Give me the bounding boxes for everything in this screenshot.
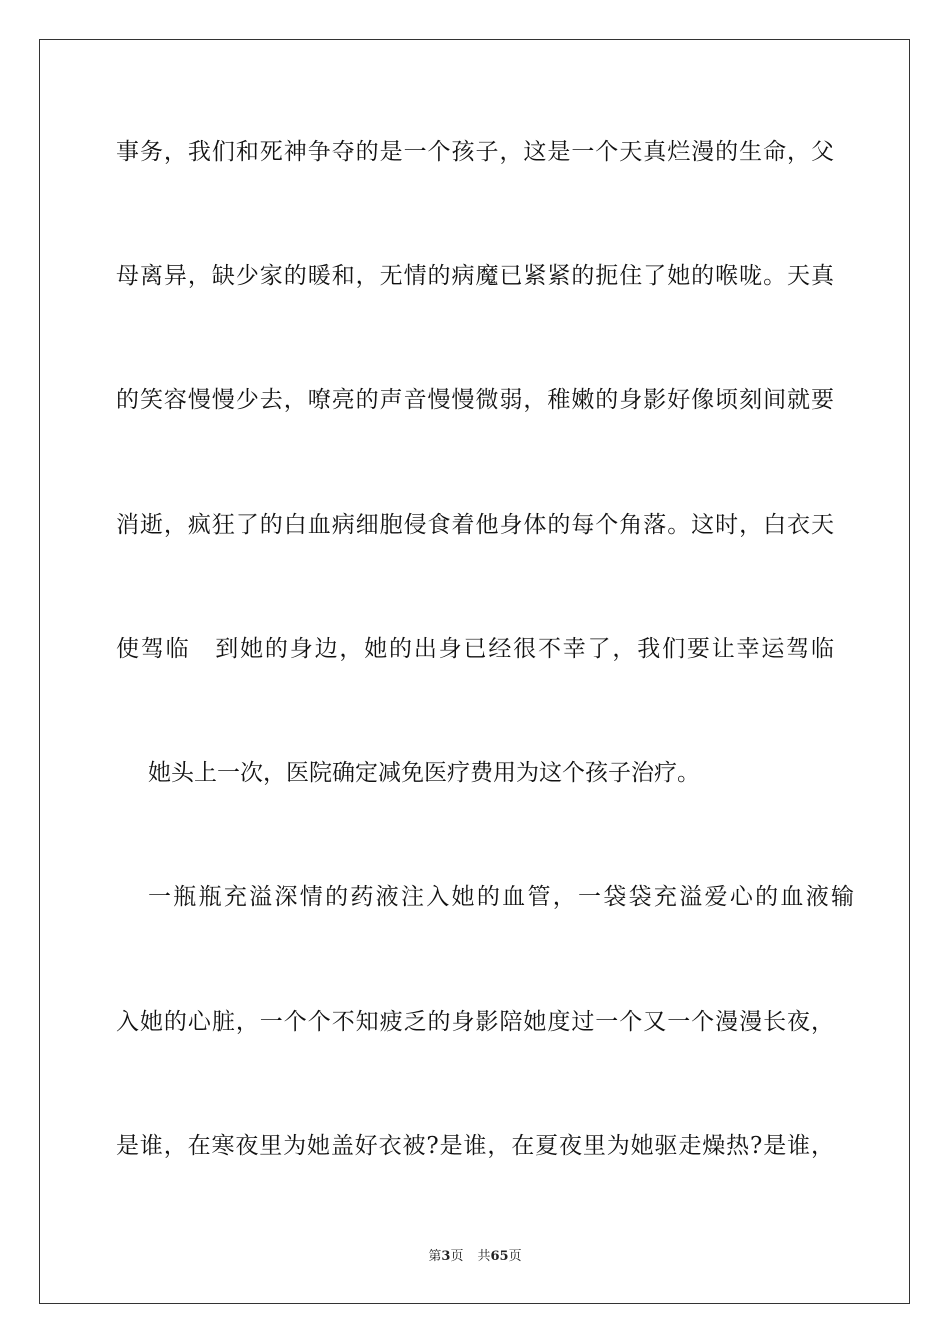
text-line-8: 入她的心脏，一个个不知疲乏的身影陪她度过一个又一个漫漫长夜， (116, 1009, 834, 1035)
text-line-7: 一瓶瓶充溢深情的药液注入她的血管，一袋袋充溢爱心的血液输 (148, 884, 854, 910)
page-footer (0, 1248, 950, 1266)
text-line-4: 消逝，疯狂了的白血病细胞侵食着他身体的每个角落。这时，白衣天 (116, 512, 834, 538)
page-prefix: 第 (428, 1249, 442, 1264)
text-line-9: 是谁，在寒夜里为她盖好衣被?是谁，在夏夜里为她驱走燥热?是谁， (116, 1133, 834, 1159)
text-line-5: 使驾临 到她的身边，她的出身已经很不幸了，我们要让幸运驾临 (116, 636, 834, 662)
page-suffix: 页 (450, 1249, 464, 1264)
text-line-3: 的笑容慢慢少去，嘹亮的声音慢慢微弱，稚嫩的身影好像顷刻间就要 (116, 387, 834, 413)
page-number: 3 (441, 1249, 451, 1264)
text-line-2: 母离异，缺少家的暖和，无情的病魔已紧紧的扼住了她的喉咙。天真 (116, 263, 834, 289)
text-line-1: 事务，我们和死神争夺的是一个孩子，这是一个天真烂漫的生命，父 (116, 139, 834, 165)
total-suffix: 页 (508, 1249, 522, 1264)
text-line-6: 她头上一次，医院确定减免医疗费用为这个孩子治疗。 (148, 760, 700, 786)
total-prefix: 共 (477, 1249, 491, 1264)
total-pages: 65 (490, 1249, 509, 1264)
